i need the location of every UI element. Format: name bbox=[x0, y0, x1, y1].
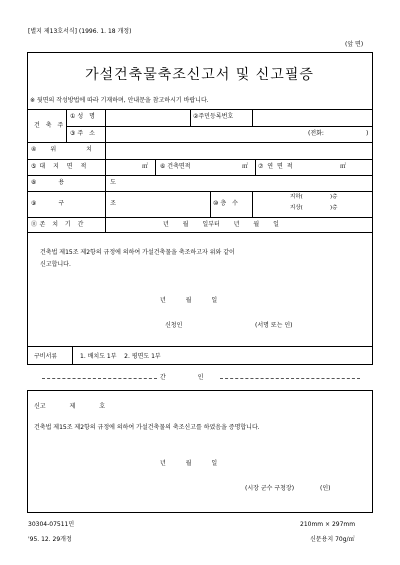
use-label: ⑧용 도 bbox=[31, 179, 138, 186]
building-area-unit: ㎡ bbox=[242, 163, 249, 170]
certificate-text: 건축법 제15조 제2항의 규정에 의하여 가설건축물의 축조신고를 하였음을 증명합니다. bbox=[34, 424, 260, 431]
name-field[interactable] bbox=[108, 111, 188, 124]
location-label: ④위 치 bbox=[31, 146, 106, 153]
basement-label: 지하( bbox=[290, 194, 303, 200]
instruction-note: ※ 뒷면의 작성방법에 따라 기재하며, 안내문을 참고하시기 바랍니다. bbox=[30, 97, 209, 104]
applicant-label: 신청인 bbox=[165, 322, 183, 329]
floor-area-label: ⑦ 연 면 적 bbox=[258, 163, 294, 170]
owner-label: 건 축 주 bbox=[34, 122, 66, 129]
ground-label: 지상( bbox=[290, 205, 303, 211]
phone-close: ) bbox=[366, 130, 369, 137]
period-label: ⑪존 치 기 간 bbox=[31, 221, 86, 228]
structure-label: ⑨구 조 bbox=[31, 200, 138, 207]
paper-size: 210mm × 297mm bbox=[300, 521, 356, 528]
location-field[interactable] bbox=[108, 144, 370, 157]
period-text: 년 월 일부터 년 월 일 bbox=[163, 221, 279, 228]
basement-unit: )층 bbox=[330, 194, 338, 200]
application-date: 년 월 일 bbox=[160, 297, 218, 304]
footer-code: 30304-07511민 bbox=[28, 521, 75, 528]
resident-id-field[interactable] bbox=[255, 111, 370, 124]
attachments-items: 1. 배치도 1부 2. 평면도 1부 bbox=[80, 353, 161, 360]
statement-line-2: 신고합니다. bbox=[40, 261, 71, 268]
attachments-label: 구비서류 bbox=[34, 353, 58, 360]
phone-label: (전화: bbox=[308, 130, 324, 137]
address-label: ③주 소 bbox=[70, 130, 97, 137]
building-area-label: ⑥ 건축면적 bbox=[160, 163, 191, 170]
statement-line-1: 건축법 제15조 제2항의 규정에 의하여 가설건축물을 축조하고자 위와 같이 bbox=[40, 249, 235, 256]
seal-label: (인) bbox=[320, 485, 331, 492]
address-field[interactable] bbox=[108, 128, 308, 140]
certificate-date: 년 월 일 bbox=[160, 460, 218, 467]
form-title: 가설건축물축조신고서 및 신고필증 bbox=[85, 67, 314, 83]
land-area-label: ⑤대 지 면 적 bbox=[31, 163, 90, 170]
form-number: [별지 제13호서식] (1996. 1. 18 개정) bbox=[28, 28, 132, 35]
signature-label: (서명 또는 인) bbox=[255, 322, 293, 329]
footer-revision: '95. 12. 29개정 bbox=[28, 536, 72, 543]
use-field[interactable] bbox=[108, 177, 370, 189]
name-label: ①성 명 bbox=[70, 113, 97, 120]
ground-unit: )층 bbox=[330, 205, 338, 211]
land-area-unit: ㎡ bbox=[142, 163, 149, 170]
paper-type: 신문용지 70g/㎡ bbox=[310, 536, 355, 543]
floor-area-unit: ㎡ bbox=[340, 163, 347, 170]
floors-label: ⑩층 수 bbox=[213, 200, 240, 207]
certificate-number: 신고 제 호 bbox=[34, 403, 105, 410]
resident-id-label: ②주민등록번호 bbox=[193, 113, 234, 120]
issuer-label: (시장 군수 구청장) bbox=[245, 485, 295, 492]
cut-line-label: 간 인 bbox=[160, 374, 204, 381]
copy-label: (앞 면) bbox=[345, 41, 364, 48]
